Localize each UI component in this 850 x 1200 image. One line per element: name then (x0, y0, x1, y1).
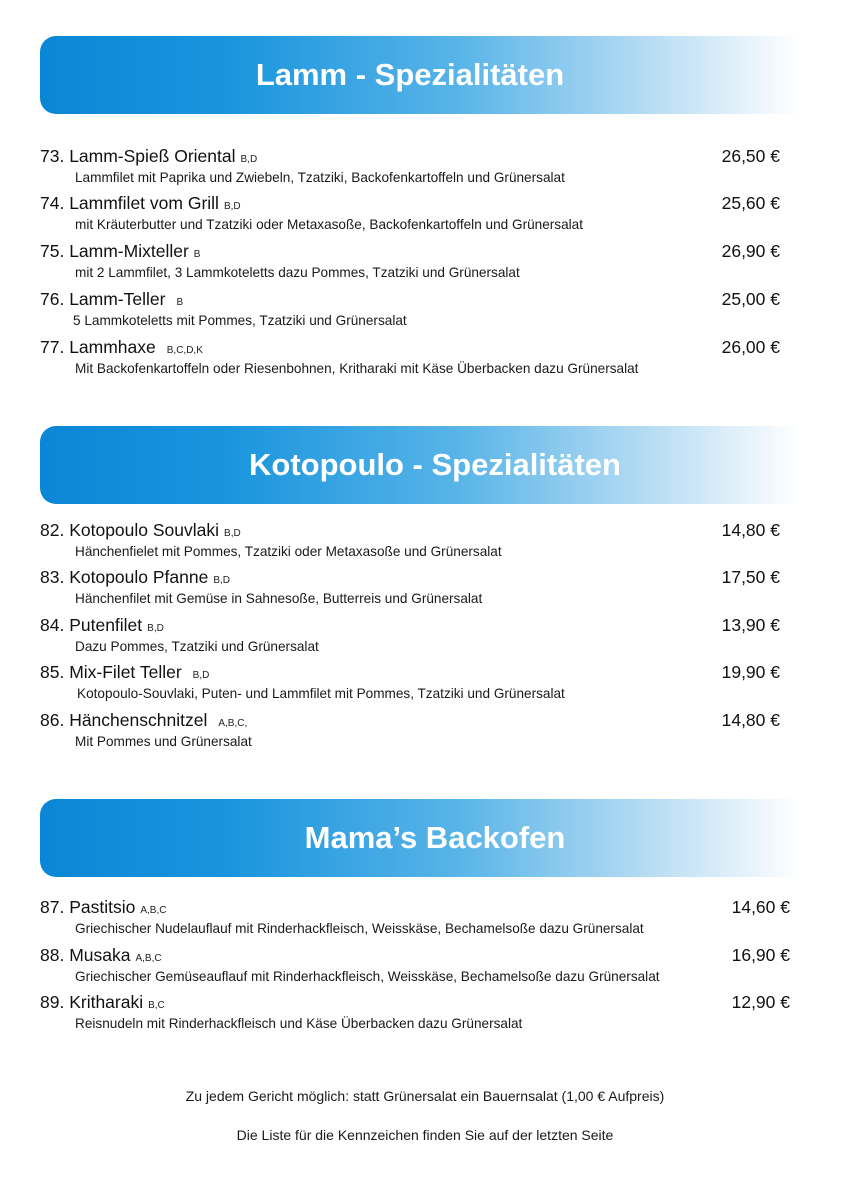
item-name: 75. Lamm-Mixteller (40, 241, 189, 261)
item-price: 14,80 € (721, 520, 780, 540)
item-allergens: A,B,C (140, 905, 167, 916)
menu-item (40, 897, 790, 936)
item-allergens: B,D (147, 623, 164, 634)
section-banner-kotopoulo (40, 426, 800, 504)
section-title: Mama’s Backofen (304, 820, 566, 855)
item-description: Griechischer Gemüseauflauf mit Rinderhackfleisch, Weisskäse, Bechamelsoße dazu Grünersalat (75, 969, 660, 984)
item-allergens: A,B,C, (218, 718, 248, 729)
item-name: 73. Lamm-Spieß Oriental (40, 146, 236, 166)
section-banner-backofen (40, 799, 800, 877)
item-allergens: B,C (148, 1000, 165, 1011)
menu-item (40, 289, 780, 328)
menu-item (40, 662, 780, 701)
item-allergens: B,D (240, 154, 258, 165)
item-allergens: B,C,D,K (166, 345, 203, 356)
item-price: 19,90 € (721, 662, 780, 682)
item-description: Kotopoulo-Souvlaki, Puten- und Lammfilet mit Pommes, Tzatziki und Grünersalat (77, 686, 565, 701)
menu-item (40, 615, 780, 654)
item-allergens: B,D (224, 528, 241, 539)
item-name: 89. Kritharaki (40, 992, 144, 1012)
item-name: 74. Lammfilet vom Grill (40, 193, 219, 213)
menu-item (40, 146, 780, 185)
item-price: 13,90 € (721, 615, 780, 635)
item-allergens: B (176, 297, 184, 308)
item-description: Hänchenfielet mit Pommes, Tzatziki oder Metaxasoße und Grünersalat (75, 544, 502, 559)
item-name: 83. Kotopoulo Pfanne (40, 567, 209, 587)
item-description: Griechischer Nudelauflauf mit Rinderhackfleisch, Weisskäse, Bechamelsoße dazu Grünersalat (75, 921, 644, 936)
item-allergens: B (193, 249, 201, 260)
item-allergens: B,D (213, 575, 231, 586)
item-description: Lammfilet mit Paprika und Zwiebeln, Tzatziki, Backofenkartoffeln und Grünersalat (75, 170, 565, 185)
item-price: 25,00 € (721, 289, 780, 309)
item-price: 17,50 € (721, 567, 780, 587)
item-name: 86. Hänchenschnitzel (40, 710, 208, 730)
item-allergens: A,B,C (135, 953, 162, 964)
menu-item (40, 945, 790, 984)
item-name: 84. Putenfilet (40, 615, 143, 635)
item-price: 26,90 € (721, 241, 780, 261)
item-price: 26,50 € (721, 146, 780, 166)
item-price: 14,60 € (731, 897, 790, 917)
item-description: Mit Pommes und Grünersalat (75, 734, 252, 749)
item-allergens: B,D (223, 201, 241, 212)
item-description: mit 2 Lammfilet, 3 Lammkoteletts dazu Pommes, Tzatziki und Grünersalat (75, 265, 520, 280)
item-name: 77. Lammhaxe (40, 337, 156, 357)
section-banner-lamm (40, 36, 800, 114)
menu-item (40, 337, 780, 376)
item-allergens: B,D (192, 670, 210, 681)
menu-item (40, 193, 780, 232)
item-description: Hänchenfilet mit Gemüse in Sahnesoße, Butterreis und Grünersalat (75, 591, 483, 606)
menu-item (40, 520, 780, 559)
section-title: Kotopoulo - Spezialitäten (249, 447, 621, 482)
item-description: Mit Backofenkartoffeln oder Riesenbohnen, Kritharaki mit Käse Überbacken dazu Grünersalat (75, 361, 639, 376)
footer-note: Zu jedem Gericht möglich: statt Grünersalat ein Bauernsalat (1,00 € Aufpreis) (185, 1088, 665, 1104)
item-name: 87. Pastitsio (40, 897, 136, 917)
item-name: 85. Mix-Filet Teller (40, 662, 182, 682)
item-name: 82. Kotopoulo Souvlaki (40, 520, 220, 540)
menu-item (40, 567, 780, 606)
item-name: 88. Musaka (40, 945, 131, 965)
item-description: Dazu Pommes, Tzatziki und Grünersalat (75, 639, 319, 654)
item-price: 12,90 € (731, 992, 790, 1012)
item-description: 5 Lammkoteletts mit Pommes, Tzatziki und Grünersalat (73, 313, 407, 328)
item-price: 16,90 € (731, 945, 790, 965)
menu-item (40, 241, 780, 280)
item-description: mit Kräuterbutter und Tzatziki oder Metaxasoße, Backofenkartoffeln und Grünersalat (75, 217, 584, 232)
section-title: Lamm - Spezialitäten (255, 57, 565, 92)
item-price: 14,80 € (721, 710, 780, 730)
item-description: Reisnudeln mit Rinderhackfleisch und Käse Überbacken dazu Grünersalat (75, 1016, 523, 1031)
menu-item (40, 710, 780, 749)
item-name: 76. Lamm-Teller (40, 289, 166, 309)
item-price: 26,00 € (721, 337, 780, 357)
menu-item (40, 992, 790, 1031)
footer-legend-note: Die Liste für die Kennzeichen finden Sie auf der letzten Seite (236, 1127, 614, 1143)
item-price: 25,60 € (721, 193, 780, 213)
